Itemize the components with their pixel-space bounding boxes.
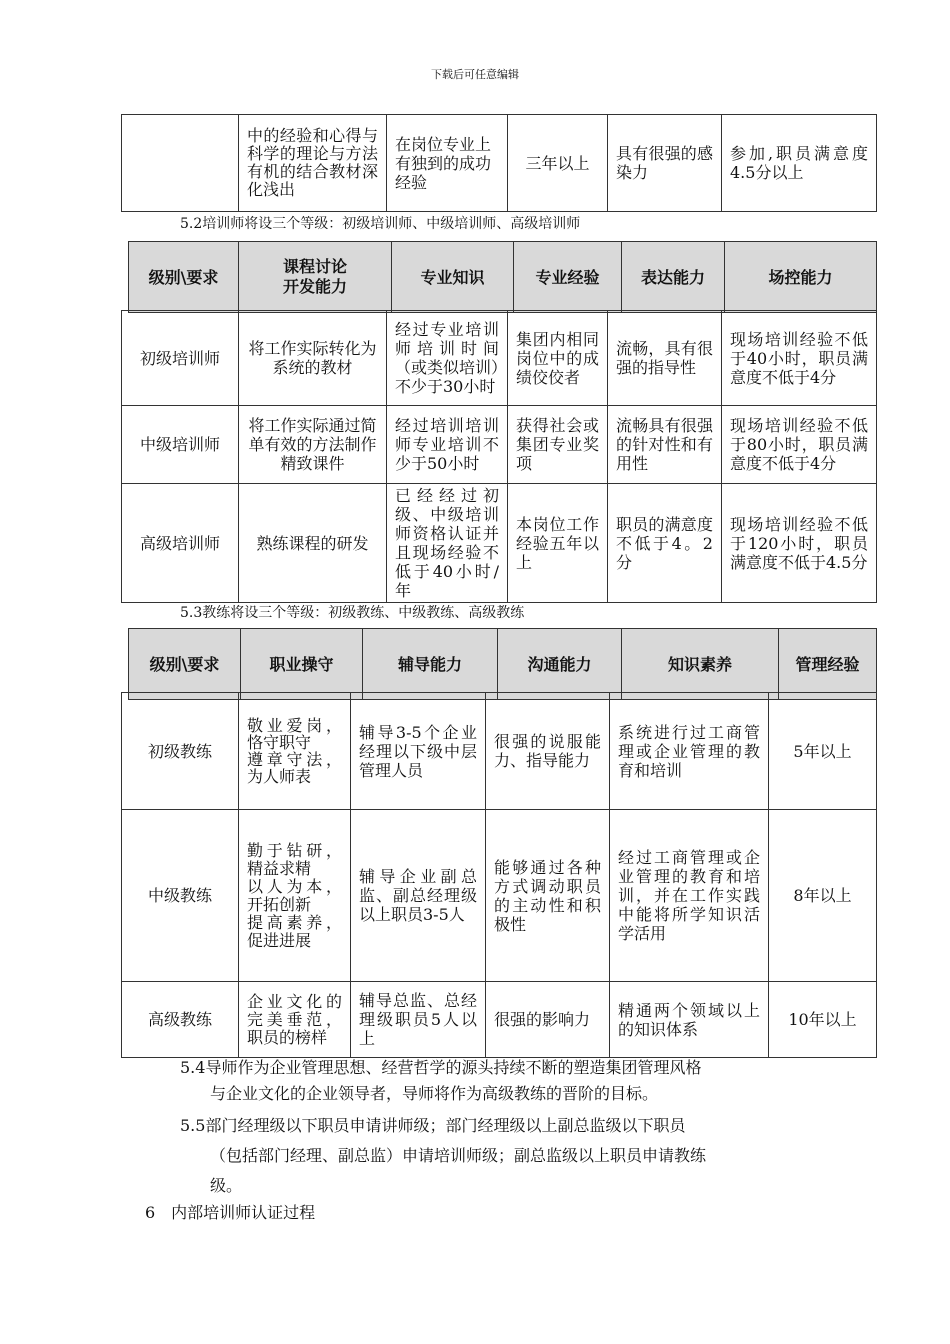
table-row xyxy=(122,311,877,406)
table-cell: 现场培训经验不低于40小时，职员满意度不低于4分 xyxy=(722,311,877,406)
table-cell: 集团内相同岗位中的成绩佼佼者 xyxy=(508,311,608,406)
table-cell: 熟练课程的研发 xyxy=(239,484,387,603)
table-row xyxy=(122,406,877,484)
section-heading-6: 6 内部培训师认证过程 xyxy=(145,1203,316,1222)
table-cell: 企业文化的完美垂范，职员的榜样 xyxy=(239,982,351,1058)
table-cell: 中的经验和心得与科学的理论与方法有机的结合教材深化浅出 xyxy=(239,115,387,212)
table-cell: 能够通过各种方式调动职员的主动性和积极性 xyxy=(486,810,610,982)
column-header: 级别\要求 xyxy=(129,242,239,313)
page-header: 下载后可任意编辑 xyxy=(431,68,519,81)
column-header: 场控能力 xyxy=(725,242,877,313)
table-row xyxy=(122,484,877,603)
table-cell: 经过工商管理或企业管理的教育和培训，并在工作实践中能将所学知识活学活用 xyxy=(610,810,769,982)
column-header: 表达能力 xyxy=(622,242,725,313)
table-row xyxy=(122,693,877,810)
table-cell: 三年以上 xyxy=(508,115,608,212)
paragraph-5-4-line2: 与企业文化的企业领导者，导师将作为高级教练的晋阶的目标。 xyxy=(210,1084,659,1103)
row-label: 中级培训师 xyxy=(122,406,239,484)
paragraph-5-4-line1: 5.4导师作为企业管理思想、经营哲学的源头持续不断的塑造集团管理风格 xyxy=(180,1058,702,1077)
continuation-table xyxy=(121,114,877,212)
table-row xyxy=(122,810,877,982)
table-cell: 参加,职员满意度4.5分以上 xyxy=(722,115,877,212)
section-heading-5-2: 5.2培训师将设三个等级：初级培训师、中级培训师、高级培训师 xyxy=(180,216,581,232)
table-row xyxy=(122,982,877,1058)
table-cell: 具有很强的感染力 xyxy=(608,115,722,212)
table-cell: 获得社会或集团专业奖项 xyxy=(508,406,608,484)
table-cell: 5年以上 xyxy=(769,693,877,810)
table-cell: 在岗位专业上有独到的成功经验 xyxy=(387,115,508,212)
table-cell: 辅导总监、总经理级职员5人以上 xyxy=(351,982,486,1058)
table-cell: 流畅具有很强的针对性和有用性 xyxy=(608,406,722,484)
table-cell: 将工作实际通过简单有效的方法制作精致课件 xyxy=(239,406,387,484)
table-cell: 将工作实际转化为系统的教材 xyxy=(239,311,387,406)
column-header: 知识素养 xyxy=(622,629,779,700)
table-cell: 很强的影响力 xyxy=(486,982,610,1058)
column-header: 职业操守 xyxy=(241,629,363,700)
table-cell: 辅导3-5个企业经理以下级中层管理人员 xyxy=(351,693,486,810)
table-cell: 勤于钻研，精益求精 以人为本，开拓创新 提高素养，促进进展 xyxy=(239,810,351,982)
table-cell: 系统进行过工商管理或企业管理的教育和培训 xyxy=(610,693,769,810)
table-cell: 现场培训经验不低于120小时，职员满意度不低于4.5分 xyxy=(722,484,877,603)
paragraph-5-5-line2: （包括部门经理、副总监）申请培训师级；副总监级以上职员申请教练 xyxy=(210,1146,707,1165)
table-cell: 职员的满意度不低于4。2分 xyxy=(608,484,722,603)
section-heading-5-3: 5.3教练将设三个等级：初级教练、中级教练、高级教练 xyxy=(180,605,525,621)
column-header: 课程讨论 开发能力 xyxy=(239,242,392,313)
table-cell: 很强的说服能力、指导能力 xyxy=(486,693,610,810)
paragraph-5-5-line1: 5.5部门经理级以下职员申请讲师级；部门经理级以上副总监级以下职员 xyxy=(180,1116,686,1135)
trainer-table-header xyxy=(128,241,877,313)
trainer-table xyxy=(121,310,877,603)
table-cell: 流畅，具有很强的指导性 xyxy=(608,311,722,406)
column-header: 沟通能力 xyxy=(498,629,622,700)
row-label: 初级教练 xyxy=(122,693,239,810)
table-cell: 8年以上 xyxy=(769,810,877,982)
row-label: 高级教练 xyxy=(122,982,239,1058)
table-cell: 敬业爱岗，恪守职守 遵章守法，为人师表 xyxy=(239,693,351,810)
row-label: 初级培训师 xyxy=(122,311,239,406)
coach-table-header xyxy=(128,628,877,700)
paragraph-5-5-line3: 级。 xyxy=(210,1176,243,1195)
row-label: 中级教练 xyxy=(122,810,239,982)
column-header: 管理经验 xyxy=(779,629,877,700)
column-header: 级别\要求 xyxy=(129,629,241,700)
column-header: 辅导能力 xyxy=(363,629,498,700)
table-cell: 现场培训经验不低于80小时，职员满意度不低于4分 xyxy=(722,406,877,484)
table-cell: 经过培训培训师专业培训不少于50小时 xyxy=(387,406,508,484)
table-cell: 10年以上 xyxy=(769,982,877,1058)
row-label: 高级培训师 xyxy=(122,484,239,603)
table-cell: 经过专业培训师培训时间（或类似培训）不少于30小时 xyxy=(387,311,508,406)
empty-cell xyxy=(122,115,239,212)
table-cell: 精通两个领域以上的知识体系 xyxy=(610,982,769,1058)
table-cell: 本岗位工作经验五年以上 xyxy=(508,484,608,603)
column-header: 专业经验 xyxy=(514,242,622,313)
column-header: 专业知识 xyxy=(392,242,514,313)
table-cell: 辅导企业副总监、副总经理级以上职员3-5人 xyxy=(351,810,486,982)
coach-table xyxy=(121,692,877,1058)
table-cell: 已经经过初级、中级培训师资格认证并且现场经验不低于40小时/年 xyxy=(387,484,508,603)
